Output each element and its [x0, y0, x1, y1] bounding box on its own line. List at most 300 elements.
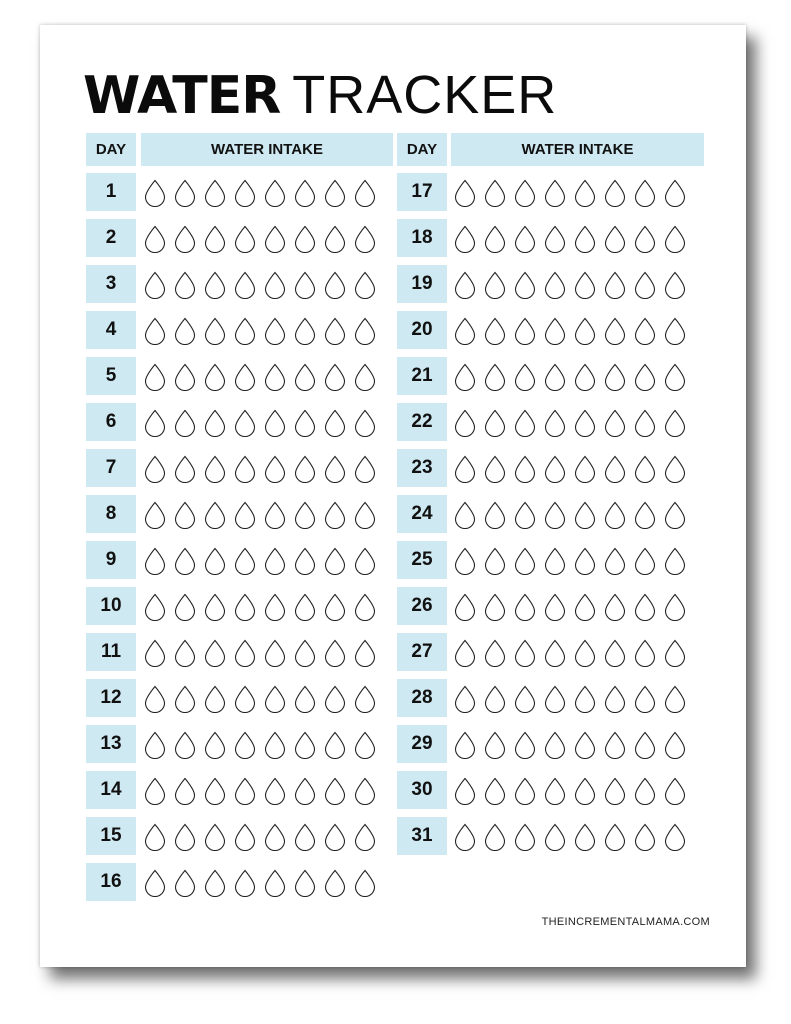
water-drop-icon[interactable]: [144, 731, 166, 759]
water-drop-icon[interactable]: [354, 179, 376, 207]
water-drop-icon[interactable]: [544, 455, 566, 483]
water-drop-icon[interactable]: [234, 777, 256, 805]
water-drop-icon[interactable]: [484, 271, 506, 299]
water-drop-icon[interactable]: [454, 685, 476, 713]
water-drop-icon[interactable]: [454, 317, 476, 345]
water-drop-icon[interactable]: [514, 409, 536, 437]
water-drop-icon[interactable]: [604, 823, 626, 851]
water-drop-icon[interactable]: [604, 179, 626, 207]
water-drop-icon[interactable]: [634, 547, 656, 575]
water-drop-icon[interactable]: [204, 363, 226, 391]
water-drop-icon[interactable]: [664, 547, 686, 575]
water-drop-icon[interactable]: [604, 547, 626, 575]
water-drop-icon[interactable]: [514, 777, 536, 805]
water-drop-icon[interactable]: [454, 455, 476, 483]
water-drop-icon[interactable]: [354, 501, 376, 529]
water-drop-icon[interactable]: [664, 685, 686, 713]
water-drop-icon[interactable]: [324, 593, 346, 621]
water-drop-icon[interactable]: [664, 593, 686, 621]
day-number-11: 11: [86, 633, 136, 671]
water-drop-icon[interactable]: [484, 547, 506, 575]
water-drop-icon[interactable]: [454, 639, 476, 667]
day-number-7: 7: [86, 449, 136, 487]
water-drop-icon[interactable]: [514, 639, 536, 667]
water-drop-icon[interactable]: [514, 317, 536, 345]
water-drop-icon[interactable]: [294, 501, 316, 529]
water-drop-icon[interactable]: [664, 409, 686, 437]
water-drop-icon[interactable]: [144, 685, 166, 713]
water-drop-icon[interactable]: [324, 823, 346, 851]
water-drop-icon[interactable]: [354, 823, 376, 851]
water-drop-icon[interactable]: [144, 363, 166, 391]
water-drop-icon[interactable]: [664, 639, 686, 667]
water-drop-icon[interactable]: [204, 639, 226, 667]
water-drop-icon[interactable]: [514, 731, 536, 759]
water-drop-icon[interactable]: [174, 731, 196, 759]
water-drop-icon[interactable]: [204, 455, 226, 483]
water-drop-icon[interactable]: [264, 409, 286, 437]
water-drop-icon[interactable]: [574, 547, 596, 575]
water-drop-icon[interactable]: [174, 363, 196, 391]
water-drop-icon[interactable]: [144, 639, 166, 667]
day-number-16: 16: [86, 863, 136, 901]
water-drop-icon[interactable]: [264, 317, 286, 345]
water-drop-icon[interactable]: [544, 179, 566, 207]
water-drop-icon[interactable]: [324, 179, 346, 207]
water-drop-icon[interactable]: [354, 593, 376, 621]
water-drop-icon[interactable]: [634, 271, 656, 299]
water-drop-icon[interactable]: [634, 317, 656, 345]
water-drop-icon[interactable]: [174, 225, 196, 253]
water-drop-icon[interactable]: [634, 685, 656, 713]
water-drop-icon[interactable]: [604, 455, 626, 483]
water-drop-icon[interactable]: [264, 179, 286, 207]
water-drop-icon[interactable]: [294, 685, 316, 713]
water-drop-icon[interactable]: [234, 547, 256, 575]
water-drop-icon[interactable]: [664, 731, 686, 759]
water-intake-row-day-10: [144, 587, 384, 625]
water-drop-icon[interactable]: [324, 363, 346, 391]
water-drop-icon[interactable]: [544, 317, 566, 345]
water-drop-icon[interactable]: [264, 777, 286, 805]
water-drop-icon[interactable]: [264, 363, 286, 391]
water-intake-row-day-4: [144, 311, 384, 349]
water-drop-icon[interactable]: [264, 731, 286, 759]
water-drop-icon[interactable]: [454, 179, 476, 207]
day-number-25: 25: [397, 541, 447, 579]
water-drop-icon[interactable]: [544, 731, 566, 759]
water-drop-icon[interactable]: [294, 823, 316, 851]
water-intake-row-day-8: [144, 495, 384, 533]
water-drop-icon[interactable]: [174, 547, 196, 575]
water-drop-icon[interactable]: [264, 455, 286, 483]
water-drop-icon[interactable]: [144, 593, 166, 621]
water-drop-icon[interactable]: [574, 317, 596, 345]
water-drop-icon[interactable]: [174, 639, 196, 667]
water-drop-icon[interactable]: [234, 685, 256, 713]
water-drop-icon[interactable]: [264, 271, 286, 299]
day-number-12: 12: [86, 679, 136, 717]
water-drop-icon[interactable]: [144, 317, 166, 345]
water-drop-icon[interactable]: [484, 179, 506, 207]
water-drop-icon[interactable]: [544, 823, 566, 851]
water-drop-icon[interactable]: [544, 777, 566, 805]
water-drop-icon[interactable]: [264, 225, 286, 253]
water-drop-icon[interactable]: [204, 179, 226, 207]
water-intake-row-day-5: [144, 357, 384, 395]
water-drop-icon[interactable]: [324, 317, 346, 345]
water-drop-icon[interactable]: [634, 455, 656, 483]
water-drop-icon[interactable]: [324, 869, 346, 897]
water-intake-row-day-30: [454, 771, 694, 809]
water-drop-icon[interactable]: [484, 823, 506, 851]
water-drop-icon[interactable]: [144, 409, 166, 437]
water-drop-icon[interactable]: [174, 777, 196, 805]
water-drop-icon[interactable]: [234, 501, 256, 529]
water-drop-icon[interactable]: [454, 363, 476, 391]
water-drop-icon[interactable]: [574, 731, 596, 759]
water-drop-icon[interactable]: [204, 777, 226, 805]
water-drop-icon[interactable]: [514, 685, 536, 713]
water-drop-icon[interactable]: [574, 363, 596, 391]
water-intake-row-day-24: [454, 495, 694, 533]
water-drop-icon[interactable]: [324, 639, 346, 667]
day-number-14: 14: [86, 771, 136, 809]
water-drop-icon[interactable]: [574, 271, 596, 299]
water-drop-icon[interactable]: [574, 409, 596, 437]
water-intake-row-day-21: [454, 357, 694, 395]
water-drop-icon[interactable]: [354, 685, 376, 713]
water-drop-icon[interactable]: [514, 501, 536, 529]
water-intake-row-day-6: [144, 403, 384, 441]
water-drop-icon[interactable]: [544, 271, 566, 299]
day-number-18: 18: [397, 219, 447, 257]
water-drop-icon[interactable]: [174, 409, 196, 437]
water-intake-row-day-19: [454, 265, 694, 303]
water-drop-icon[interactable]: [174, 455, 196, 483]
water-drop-icon[interactable]: [264, 593, 286, 621]
day-number-19: 19: [397, 265, 447, 303]
water-drop-icon[interactable]: [574, 455, 596, 483]
water-drop-icon[interactable]: [634, 639, 656, 667]
water-drop-icon[interactable]: [294, 639, 316, 667]
water-drop-icon[interactable]: [294, 593, 316, 621]
water-drop-icon[interactable]: [634, 777, 656, 805]
water-drop-icon[interactable]: [234, 317, 256, 345]
water-drop-icon[interactable]: [144, 869, 166, 897]
water-drop-icon[interactable]: [634, 731, 656, 759]
water-drop-icon[interactable]: [514, 823, 536, 851]
water-drop-icon[interactable]: [204, 547, 226, 575]
water-drop-icon[interactable]: [604, 639, 626, 667]
water-drop-icon[interactable]: [324, 271, 346, 299]
water-drop-icon[interactable]: [664, 317, 686, 345]
day-number-9: 9: [86, 541, 136, 579]
water-drop-icon[interactable]: [454, 225, 476, 253]
day-number-2: 2: [86, 219, 136, 257]
water-drop-icon[interactable]: [484, 593, 506, 621]
water-drop-icon[interactable]: [354, 731, 376, 759]
water-drop-icon[interactable]: [604, 501, 626, 529]
water-drop-icon[interactable]: [454, 271, 476, 299]
water-drop-icon[interactable]: [484, 363, 506, 391]
day-number-29: 29: [397, 725, 447, 763]
water-drop-icon[interactable]: [234, 363, 256, 391]
water-drop-icon[interactable]: [144, 455, 166, 483]
water-drop-icon[interactable]: [544, 547, 566, 575]
water-drop-icon[interactable]: [664, 363, 686, 391]
water-drop-icon[interactable]: [604, 777, 626, 805]
water-drop-icon[interactable]: [324, 731, 346, 759]
day-number-6: 6: [86, 403, 136, 441]
water-drop-icon[interactable]: [544, 685, 566, 713]
water-drop-icon[interactable]: [234, 179, 256, 207]
footer-website: THEINCREMENTALMAMA.COM: [541, 916, 710, 928]
water-intake-row-day-14: [144, 771, 384, 809]
water-drop-icon[interactable]: [144, 501, 166, 529]
water-drop-icon[interactable]: [454, 547, 476, 575]
water-drop-icon[interactable]: [664, 179, 686, 207]
water-intake-row-day-25: [454, 541, 694, 579]
title-thin-word: TRACKER: [292, 65, 558, 125]
water-drop-icon[interactable]: [634, 593, 656, 621]
water-drop-icon[interactable]: [574, 685, 596, 713]
water-drop-icon[interactable]: [294, 869, 316, 897]
day-number-28: 28: [397, 679, 447, 717]
water-drop-icon[interactable]: [324, 409, 346, 437]
water-drop-icon[interactable]: [574, 179, 596, 207]
water-drop-icon[interactable]: [664, 455, 686, 483]
water-drop-icon[interactable]: [294, 271, 316, 299]
water-drop-icon[interactable]: [544, 639, 566, 667]
water-drop-icon[interactable]: [454, 777, 476, 805]
water-drop-icon[interactable]: [484, 317, 506, 345]
water-drop-icon[interactable]: [634, 179, 656, 207]
water-drop-icon[interactable]: [544, 409, 566, 437]
water-drop-icon[interactable]: [454, 731, 476, 759]
water-intake-row-day-18: [454, 219, 694, 257]
water-drop-icon[interactable]: [174, 685, 196, 713]
water-drop-icon[interactable]: [544, 501, 566, 529]
water-drop-icon[interactable]: [264, 547, 286, 575]
water-drop-icon[interactable]: [354, 271, 376, 299]
water-drop-icon[interactable]: [484, 639, 506, 667]
water-drop-icon[interactable]: [664, 501, 686, 529]
water-drop-icon[interactable]: [234, 409, 256, 437]
water-intake-row-day-16: [144, 863, 384, 901]
water-drop-icon[interactable]: [174, 179, 196, 207]
water-drop-icon[interactable]: [514, 455, 536, 483]
water-drop-icon[interactable]: [324, 547, 346, 575]
water-drop-icon[interactable]: [234, 639, 256, 667]
water-drop-icon[interactable]: [634, 409, 656, 437]
water-drop-icon[interactable]: [204, 823, 226, 851]
water-drop-icon[interactable]: [144, 271, 166, 299]
water-drop-icon[interactable]: [144, 225, 166, 253]
header-day-right: DAY: [397, 133, 447, 166]
water-drop-icon[interactable]: [234, 869, 256, 897]
day-number-21: 21: [397, 357, 447, 395]
water-drop-icon[interactable]: [664, 777, 686, 805]
water-drop-icon[interactable]: [634, 823, 656, 851]
water-intake-row-day-1: [144, 173, 384, 211]
water-drop-icon[interactable]: [484, 455, 506, 483]
water-drop-icon[interactable]: [324, 225, 346, 253]
water-drop-icon[interactable]: [514, 363, 536, 391]
water-drop-icon[interactable]: [544, 363, 566, 391]
water-intake-row-day-17: [454, 173, 694, 211]
water-drop-icon[interactable]: [574, 593, 596, 621]
water-drop-icon[interactable]: [234, 823, 256, 851]
water-intake-row-day-22: [454, 403, 694, 441]
water-drop-icon[interactable]: [294, 547, 316, 575]
day-number-20: 20: [397, 311, 447, 349]
water-drop-icon[interactable]: [144, 823, 166, 851]
water-drop-icon[interactable]: [604, 363, 626, 391]
water-drop-icon[interactable]: [264, 823, 286, 851]
water-intake-row-day-31: [454, 817, 694, 855]
water-drop-icon[interactable]: [264, 501, 286, 529]
water-drop-icon[interactable]: [144, 547, 166, 575]
water-drop-icon[interactable]: [544, 593, 566, 621]
water-drop-icon[interactable]: [294, 409, 316, 437]
day-number-23: 23: [397, 449, 447, 487]
water-drop-icon[interactable]: [234, 271, 256, 299]
water-intake-row-day-29: [454, 725, 694, 763]
water-drop-icon[interactable]: [354, 455, 376, 483]
water-intake-row-day-15: [144, 817, 384, 855]
water-drop-icon[interactable]: [264, 639, 286, 667]
water-drop-icon[interactable]: [634, 363, 656, 391]
water-drop-icon[interactable]: [174, 317, 196, 345]
water-drop-icon[interactable]: [574, 225, 596, 253]
water-drop-icon[interactable]: [204, 271, 226, 299]
water-drop-icon[interactable]: [294, 179, 316, 207]
day-number-4: 4: [86, 311, 136, 349]
water-intake-row-day-9: [144, 541, 384, 579]
water-drop-icon[interactable]: [484, 409, 506, 437]
water-drop-icon[interactable]: [514, 593, 536, 621]
water-drop-icon[interactable]: [634, 225, 656, 253]
water-drop-icon[interactable]: [604, 593, 626, 621]
water-drop-icon[interactable]: [204, 225, 226, 253]
water-drop-icon[interactable]: [354, 869, 376, 897]
water-drop-icon[interactable]: [514, 271, 536, 299]
water-drop-icon[interactable]: [234, 225, 256, 253]
water-drop-icon[interactable]: [294, 225, 316, 253]
day-number-3: 3: [86, 265, 136, 303]
water-drop-icon[interactable]: [324, 685, 346, 713]
day-number-15: 15: [86, 817, 136, 855]
water-drop-icon[interactable]: [234, 593, 256, 621]
water-drop-icon[interactable]: [604, 225, 626, 253]
water-drop-icon[interactable]: [204, 869, 226, 897]
water-drop-icon[interactable]: [604, 685, 626, 713]
water-drop-icon[interactable]: [294, 455, 316, 483]
water-drop-icon[interactable]: [174, 271, 196, 299]
water-drop-icon[interactable]: [174, 593, 196, 621]
day-number-22: 22: [397, 403, 447, 441]
water-drop-icon[interactable]: [484, 225, 506, 253]
water-drop-icon[interactable]: [324, 501, 346, 529]
water-drop-icon[interactable]: [354, 409, 376, 437]
water-drop-icon[interactable]: [454, 501, 476, 529]
water-drop-icon[interactable]: [634, 501, 656, 529]
water-drop-icon[interactable]: [574, 823, 596, 851]
water-drop-icon[interactable]: [664, 823, 686, 851]
water-drop-icon[interactable]: [604, 409, 626, 437]
water-drop-icon[interactable]: [604, 317, 626, 345]
water-drop-icon[interactable]: [294, 317, 316, 345]
water-drop-icon[interactable]: [514, 547, 536, 575]
water-intake-row-day-7: [144, 449, 384, 487]
water-drop-icon[interactable]: [234, 731, 256, 759]
water-drop-icon[interactable]: [664, 271, 686, 299]
water-drop-icon[interactable]: [324, 777, 346, 805]
water-intake-row-day-2: [144, 219, 384, 257]
day-number-10: 10: [86, 587, 136, 625]
water-drop-icon[interactable]: [484, 685, 506, 713]
water-drop-icon[interactable]: [204, 685, 226, 713]
water-drop-icon[interactable]: [204, 501, 226, 529]
water-drop-icon[interactable]: [264, 869, 286, 897]
water-drop-icon[interactable]: [574, 501, 596, 529]
water-drop-icon[interactable]: [484, 731, 506, 759]
water-drop-icon[interactable]: [294, 363, 316, 391]
water-drop-icon[interactable]: [604, 271, 626, 299]
water-drop-icon[interactable]: [144, 777, 166, 805]
water-drop-icon[interactable]: [144, 179, 166, 207]
water-drop-icon[interactable]: [174, 823, 196, 851]
water-drop-icon[interactable]: [514, 179, 536, 207]
water-intake-row-day-12: [144, 679, 384, 717]
water-drop-icon[interactable]: [354, 777, 376, 805]
water-drop-icon[interactable]: [454, 409, 476, 437]
water-drop-icon[interactable]: [354, 225, 376, 253]
water-drop-icon[interactable]: [664, 225, 686, 253]
water-drop-icon[interactable]: [354, 547, 376, 575]
water-drop-icon[interactable]: [204, 409, 226, 437]
water-drop-icon[interactable]: [354, 317, 376, 345]
water-drop-icon[interactable]: [544, 225, 566, 253]
water-drop-icon[interactable]: [514, 225, 536, 253]
water-intake-row-day-23: [454, 449, 694, 487]
water-drop-icon[interactable]: [204, 593, 226, 621]
water-drop-icon[interactable]: [454, 823, 476, 851]
water-drop-icon[interactable]: [234, 455, 256, 483]
water-drop-icon[interactable]: [484, 501, 506, 529]
water-drop-icon[interactable]: [604, 731, 626, 759]
day-number-1: 1: [86, 173, 136, 211]
water-drop-icon[interactable]: [174, 501, 196, 529]
water-drop-icon[interactable]: [264, 685, 286, 713]
water-drop-icon[interactable]: [484, 777, 506, 805]
water-drop-icon[interactable]: [574, 777, 596, 805]
water-drop-icon[interactable]: [294, 731, 316, 759]
water-drop-icon[interactable]: [324, 455, 346, 483]
water-drop-icon[interactable]: [354, 639, 376, 667]
water-drop-icon[interactable]: [204, 731, 226, 759]
water-drop-icon[interactable]: [174, 869, 196, 897]
day-number-26: 26: [397, 587, 447, 625]
water-drop-icon[interactable]: [574, 639, 596, 667]
water-drop-icon[interactable]: [354, 363, 376, 391]
water-drop-icon[interactable]: [454, 593, 476, 621]
water-intake-row-day-13: [144, 725, 384, 763]
water-drop-icon[interactable]: [204, 317, 226, 345]
water-intake-row-day-3: [144, 265, 384, 303]
water-drop-icon[interactable]: [294, 777, 316, 805]
